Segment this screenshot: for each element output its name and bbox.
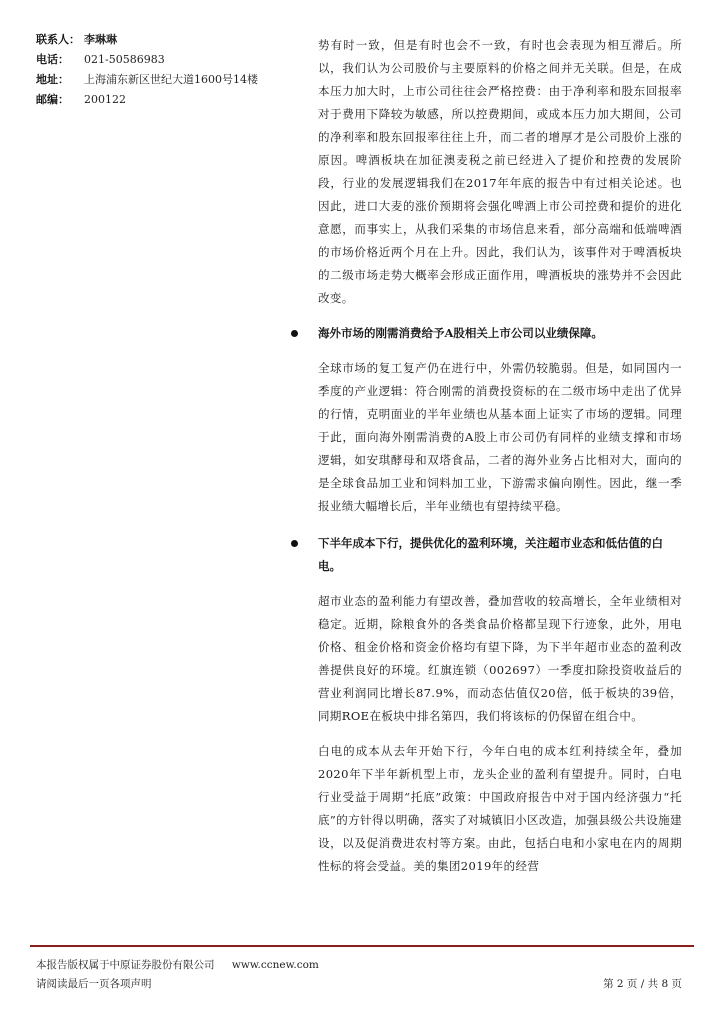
contact-block [36,29,301,109]
postcode-row [36,89,301,109]
footer-divider [30,945,694,947]
contact-name: 李琳琳 [84,33,117,46]
footer-website-link[interactable]: www.ccnew.com [231,959,319,971]
paragraph-overseas-demand: 全球市场的复工复产仍在进行中，外需仍较脆弱。但是，如同国内一季度的产业逻辑：符合刚需的消费投资标的在二级市场中走出了优异的行情，克明面业的半年业绩也从基本面上证实了市场的逻辑。同理于此，面向海外刚需消费的A股上市公司仍有同样的业绩支撑和市场逻辑，如安琪酵母和双塔食品，二者的海外业务占比相对大，面向的是全球食品加工业和饲料加工业，下游需求偏向刚性。因此，继一季报业绩大幅增长后，半年业绩也有望持续平稳。 [318,361,682,513]
phone-row [36,49,301,69]
address-label: 地址： [36,73,69,86]
bullet-heading-text: 海外市场的刚需消费给予A股相关上市公司以业绩保障。 [318,326,603,340]
bullet-icon [291,330,298,337]
postcode-label: 邮编： [36,93,69,106]
bullet-heading-cost-decline [318,532,682,578]
footer-copyright: 本报告版权属于中原证券股份有限公司 [36,959,215,971]
contact-row [36,29,301,49]
contact-label: 联系人： [36,33,80,46]
paragraph-beer-sector: 势有时一致，但是有时也会不一致，有时也会表现为相互滞后。所以，我们认为公司股价与主要原料的价格之间并无关联。但是，在成本压力加大时，上市公司往往会严格控费：由于净利率和股东回报率对于费用下降较为敏感，所以控费期间，或成本压力加大期间，公司的净利率和股东回报率往往上升，而二者的增厚才是公司股价上涨的原因。啤酒板块在加征澳麦税之前已经进入了提价和控费的发展阶段，行业的发展逻辑我们在2017年年底的报告中有过相关论述。也因此，进口大麦的涨价预期将会强化啤酒上市公司控费和提价的进化意愿，而事实上，从我们采集的市场信息来看，部分高端和低端啤酒的市场价格近两个月在上升。因此，我们认为，该事件对于啤酒板块的二级市场走势大概率会形成正面作用，啤酒板块的涨势并不会因此改变。 [318,38,682,305]
phone-label: 电话： [36,53,69,66]
bullet-heading-text: 下半年成本下行，提供优化的盈利环境，关注超市业态和低估值的白电。 [318,536,663,573]
report-body [318,34,682,878]
address: 上海浦东新区世纪大道1600号14楼 [84,73,258,86]
postcode: 200122 [84,92,126,106]
paragraph-white-goods: 白电的成本从去年开始下行，今年白电的成本红利持续全年，叠加2020年下半年新机型上市，龙头企业的盈利有望提升。同时，白电行业受益于周期“托底”政策：中国政府报告中对于国内经济强力“托底”的方针得以明确，落实了对城镇旧小区改造，加强县级公共设施建设，以及促消费进农村等方案。由此，包括白电和小家电在内的周期性标的将会受益。美的集团2019年的经营 [318,744,682,873]
bullet-icon [291,540,298,547]
page-number: 第 2 页 / 共 8 页 [603,978,682,990]
paragraph-supermarket: 超市业态的盈利能力有望改善，叠加营收的较高增长，全年业绩相对稳定。近期，除粮食外的各类食品价格都呈现下行迹象，此外，用电价格、租金价格和资金价格均有望下降，为下半年超市业态的盈利改善提供良好的环境。红旗连锁（002697）一季度扣除投资收益后的营业利润同比增长87.9%，而动态估值仅20倍，低于板块的39倍，同期ROE在板块中排名第四，我们将该标的仍保留在组合中。 [318,594,682,723]
address-row [36,69,301,89]
phone-number: 021-50586983 [84,52,165,66]
footer-copyright-line [36,957,319,972]
footer-disclaimer: 请阅读最后一页各项声明 [36,978,152,990]
bullet-heading-overseas-demand [318,322,682,345]
